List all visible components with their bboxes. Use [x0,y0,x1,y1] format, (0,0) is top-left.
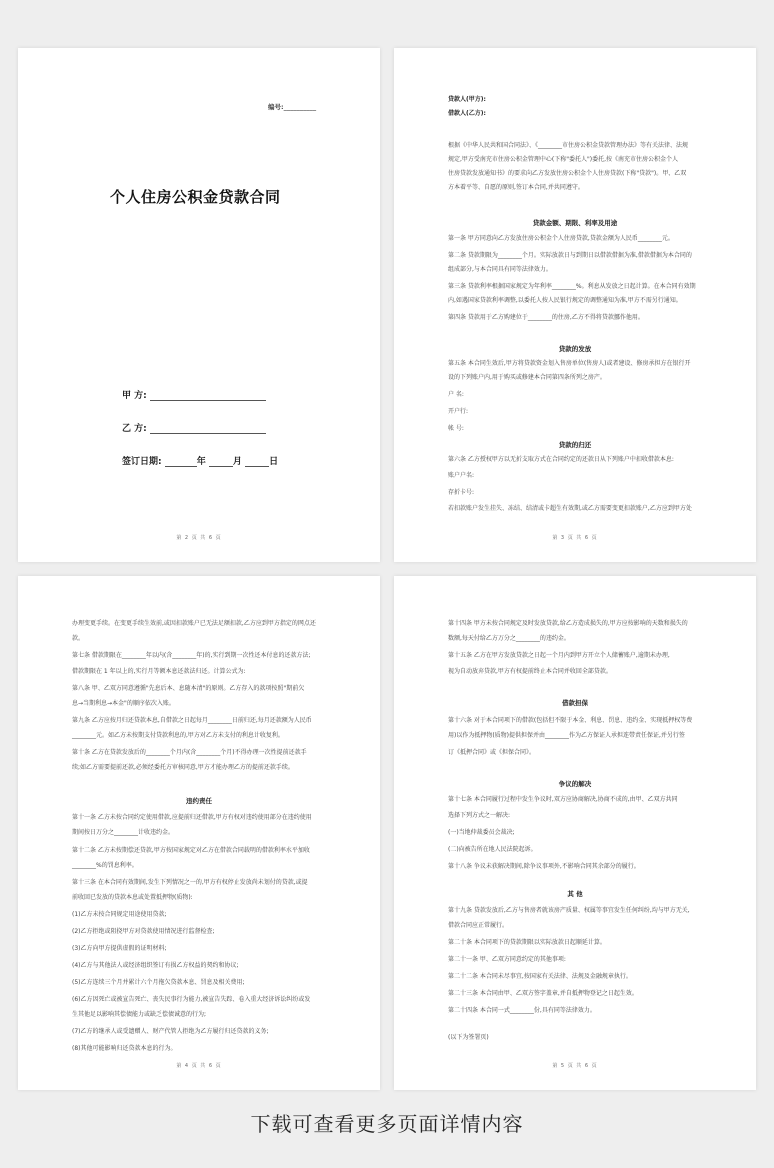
party-a-label: 甲 方: [122,391,147,401]
download-more-caption[interactable]: 下载可查看更多页面详情内容 [250,1112,524,1136]
text-line: 第十三条 在本合同有效期间,发生下列情况之一的,甲方有权停止发放尚未划付的贷款,或提 [72,879,308,886]
text-line: 第十七条 本合同履行过程中发生争议时,双方应协商解决,协商不成的,由甲、乙双方共同 [448,796,678,803]
text-line: (7)乙方的继承人或受遗赠人、财产代管人拒绝为乙方履行归还贷款的义务; [72,1028,269,1035]
text-line: 息→当期利息→本金"的顺序依次入账。 [72,700,175,707]
page-footer: 第 3 页 共 6 页 [552,535,598,541]
text-line: 方本着平等、自愿的原则,签订本合同,并共同遵守。 [448,184,584,191]
party-a-blank [150,391,266,401]
section-heading: 其 他 [567,890,583,898]
section-heading: 贷款金额、期限、利率及用途 [532,219,618,227]
text-line: 规定,甲方受南充市住房公积金管理中心(下称"委托人")委托,按《南充市住房公积金个人 [448,156,679,163]
text-line: 续;如乙方需要提前还款,必须经委托方审核同意,甲方才能办理乙方的提前还款手续。 [72,764,294,771]
text-line: 借款合同应正常履行。 [448,922,509,929]
text-line: 第十八条 争议未获解决期间,除争议事项外,不影响合同其余部分的履行。 [448,863,640,870]
text-line: ________%的罚息利率。 [72,862,138,869]
text-line: 生其他足以影响其偿债能力或缺乏偿债诚意的行为; [72,1011,207,1018]
text-line: 帐 号: [448,425,464,432]
party-b-blank [150,424,266,434]
text-line: 数额,每天付给乙方万分之________的违约金。 [448,635,570,642]
text-line: 视为自动放弃贷款,甲方有权提前终止本合同并收回全部贷款。 [448,668,612,675]
text-line: 户 名: [448,391,464,398]
text-line: 组成部分,与本合同具有同等法律效力。 [448,266,552,273]
contract-number-label: 编号:__________ [268,103,317,111]
text-line: 账户户名: [448,472,475,479]
text-line: 前收回已发放的贷款本息或处置抵押物(质物): [72,894,193,901]
section-heading: 违约责任 [186,797,212,805]
text-line: ________元。如乙方未按期支付贷款利息的,甲方对乙方未支付的利息计收复利。 [72,732,284,739]
text-line: 第十六条 对于本合同项下的借款(包括但不限于本金、利息、罚息、违约金、实现抵押权等费 [448,717,693,724]
text-line: (1)乙方未按合同规定用途使用贷款; [72,911,167,918]
section-heading: 争议的解决 [558,780,592,788]
text-line: 第七条 借款期限在________年以内(含________年)的,实行到期一次性还本付息的还款方法; [72,652,311,659]
text-line: 办理变更手续。在变更手续生效前,或因扣款账户已无法足额扣款,乙方应到甲方指定的网点还 [72,620,316,627]
text-line: 第三条 贷款利率根据国家规定为年利率________%。利息从发放之日起计算。在本合同有效期 [448,283,696,290]
text-line: 第二十条 本合同项下的贷款期限以实际放款日起顺延计算。 [448,939,606,946]
text-line: 第二十一条 甲、乙双方同意约定的其他事项: [448,956,566,963]
sign-date-field [122,454,278,467]
text-line: (2)乙方拒绝或阻挠甲方对贷款使用情况进行监督检查; [72,928,215,935]
text-line: 第十条 乙方在贷款发放后的________个月内(含________个月)不得办理一次性提前还款手 [72,749,307,756]
contract-cover-page [18,48,380,562]
month-blank [209,457,233,467]
year-label: 年 [196,457,206,467]
text-line: 第四条 贷款用于乙方购建位于________的住房,乙方不得将贷款挪作他用。 [448,314,644,321]
text-line: 订《抵押合同》或《担保合同》。 [448,749,536,756]
text-line: 第二十四条 本合同一式________份,具有同等法律效力。 [448,1007,596,1014]
day-label: 日 [269,457,279,467]
text-line: 款。 [72,635,85,642]
text-line: (一)当地仲裁委员会裁决; [448,829,515,836]
text-line: 第二十三条 本合同由甲、乙双方签字盖章,并自抵押物登记之日起生效。 [448,990,638,997]
section-heading: 贷款的归还 [558,441,592,449]
text-line: 内,如遇国家贷款利率调整,以委托人按人民银行规定的调整通知为准,甲方不需另行通知。 [448,297,682,304]
party-b-field [122,421,266,434]
text-line: 第十二条 乙方未按期偿还贷款,甲方按国家规定对乙方在借款合同载明的借款利率水平加收 [72,847,310,854]
text-line: 开户行: [448,408,469,415]
text-line: 选择下列方式之一解决: [448,812,511,819]
text-line: (5)乙方连续三个月并累计六个月拖欠贷款本息、罚息及相关费用; [72,979,245,986]
text-line: 第五条 本合同生效后,甲方将贷款资金划入售房单位(售房人)或者建设、修房承担方在银行开 [448,360,691,367]
page-footer: 第 5 页 共 6 页 [552,1063,598,1069]
text-line: (以下为签署页) [448,1034,489,1041]
text-line: 第十一条 乙方未按合同约定使用借款,应提前归还借款,甲方有权对违约使用部分在违约使用 [72,814,312,821]
text-line: 根据《中华人民共和国合同法》、《________市住房公积金贷款管理办法》等有关法律、法规 [448,142,689,149]
contract-page-5 [394,576,756,1090]
text-line: 住房贷款发放通知书》的要求向乙方发放住房公积金个人住房贷款(下称"贷款")。甲、乙双 [448,170,687,177]
text-line: 第六条 乙方授权甲方以无折支取方式在合同约定的还款日从下列账户中扣收借款本息: [448,456,674,463]
year-blank [165,457,197,467]
section-heading: 借款担保 [562,699,588,707]
section-heading: 贷款的发放 [558,345,592,353]
text-line: 借款人(乙方): [448,110,486,117]
text-line: 设的下列账户内,用于购买或修建本合同第四条所列之房产。 [448,374,606,381]
text-line: 贷款人(甲方): [448,96,486,103]
text-line: (6)乙方因死亡或被宣告死亡、丧失民事行为能力,被宣告失踪、卷入重大经济诉讼纠纷或发 [72,996,311,1003]
text-line: (4)乙方与其他法人或经济组织签订有损乙方权益的契约和协议; [72,962,239,969]
text-line: (二)向被告所在地人民法院起诉。 [448,846,537,853]
contract-page-3 [394,48,756,562]
text-line: 存折卡号: [448,489,475,496]
page-footer: 第 2 页 共 6 页 [176,535,222,541]
text-line: 借款期限在 1 年以上的,实行月等额本息还款法归还。计算公式为: [72,668,246,675]
month-label: 月 [232,457,242,467]
text-line: (3)乙方向甲方提供虚假的证明材料; [72,945,167,952]
text-line: 期间按日万分之________计收违约金。 [72,829,175,836]
sign-date-label: 签订日期: [122,457,162,467]
text-line: (8)其他可能影响归还贷款本息的行为。 [72,1045,177,1052]
text-line: 第一条 甲方同意向乙方发放住房公积金个人住房贷款,贷款金额为人民币________元。 [448,235,674,242]
text-line: 第十九条 贷款发放后,乙方与售房者就该房产质量、权属等事宜发生任何纠纷,均与甲方无关, [448,907,690,914]
day-blank [245,457,269,467]
text-line: 第十五条 乙方在甲方发放贷款之日起一个月内到甲方开立个人储蓄账户,逾期未办理, [448,652,670,659]
page-footer: 第 4 页 共 6 页 [176,1063,222,1069]
text-line: 第八条 甲、乙双方同意遵循"先息后本、息随本清"的原则。乙方存入的款项按照"期前欠 [72,685,305,692]
text-line: 第二十二条 本合同未尽事宜,按国家有关法律、法规及金融规章执行。 [448,973,632,980]
contract-page-4 [18,576,380,1090]
text-line: 若扣款账户发生挂失、冻结、结清或卡超生有效期,或乙方需要变更扣款账户,乙方应到甲方处 [448,505,692,512]
text-line: 第九条 乙方应按月归还贷款本息,自借款之日起每月________日前归还,每月还款额为人民币 [72,717,312,724]
text-line: 第二条 贷款期限为________个月。实际放款日与到期日以借款借据为准,借款借据为本合同的 [448,252,692,259]
text-line: 用)以作为抵押物(质物)提供担保并由________作为乙方保证人承担连带责任保证,并另行签 [448,732,685,739]
contract-title: 个人住房公积金贷款合同 [110,188,281,206]
party-b-label: 乙 方: [122,424,147,434]
party-a-field [122,388,266,401]
text-line: 第十四条 甲方未按合同规定及时发放贷款,给乙方造成损失的,甲方应按影响的天数和损失的 [448,620,688,627]
